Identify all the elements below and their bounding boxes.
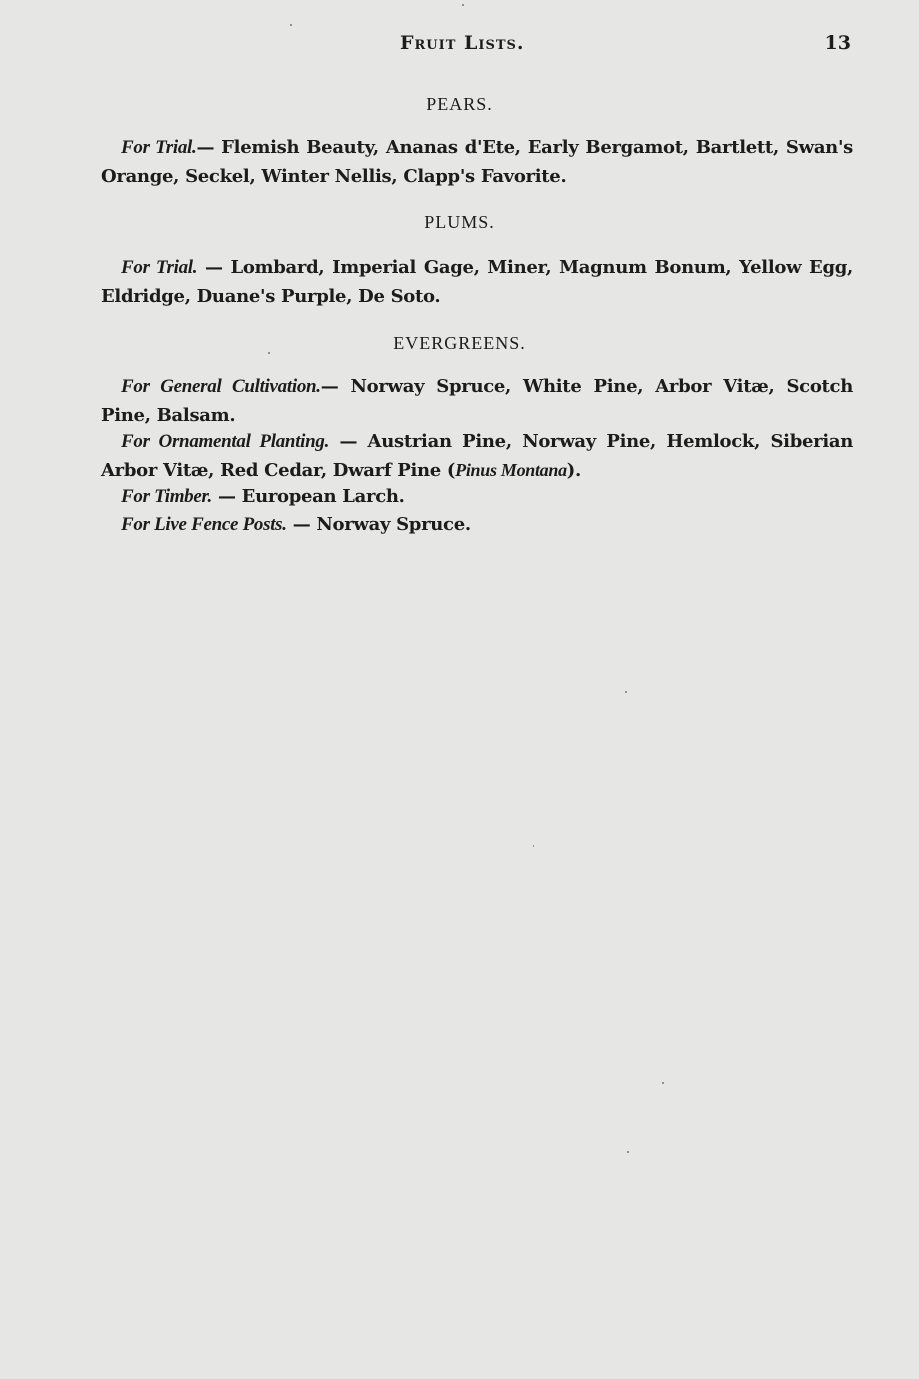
evergreens-general-text: — Norway Spruce, White Pine, Arbor Vitæ, Scotch Pine, Balsam. xyxy=(101,376,853,426)
plums-text: — Lombard, Imperial Gage, Miner, Magnum Bonum, Yellow Egg, Eldridge, Duane's Purple, De Soto. xyxy=(101,257,854,307)
evergreens-ornamental-close: ). xyxy=(566,460,581,481)
pears-text: — Flemish Beauty, Ananas d'Ete, Early Bergamot, Bartlett, Swan's Orange, Seckel, Winter Nellis, Clapp's Favorite. xyxy=(101,137,854,187)
paper-speck xyxy=(290,24,292,26)
paper-speck xyxy=(662,1082,664,1084)
paper-speck xyxy=(533,845,534,847)
evergreens-timber-text: — European Larch. xyxy=(212,486,405,507)
running-title: Fruit Lists. xyxy=(400,32,525,54)
evergreens-ornamental-lead: For Ornamental Planting. xyxy=(121,431,330,452)
paper-speck xyxy=(627,1151,629,1153)
page-number: 13 xyxy=(824,32,851,54)
plums-heading: PLUMS. xyxy=(424,212,495,232)
evergreens-ornamental-text: — Austrian Pine, Norway Pine, Hemlock, Siberian Arbor Vitæ, Red Cedar, Dwarf Pine ( xyxy=(101,431,854,481)
paper-speck xyxy=(268,352,270,354)
plums-lead: For Trial. xyxy=(121,257,198,278)
evergreens-general-lead: For General Cultivation. xyxy=(121,376,321,397)
evergreens-heading: EVERGREENS. xyxy=(393,333,526,353)
evergreens-timber-lead: For Timber. xyxy=(121,486,213,507)
paper-speck xyxy=(625,691,627,693)
evergreens-fence-paragraph xyxy=(101,510,853,539)
pears-paragraph xyxy=(101,133,853,191)
evergreens-ornamental-paragraph xyxy=(101,427,853,485)
paper-speck xyxy=(462,4,464,6)
evergreens-timber-paragraph xyxy=(101,482,853,511)
evergreens-general-paragraph xyxy=(101,372,853,430)
plums-paragraph xyxy=(101,253,853,311)
evergreens-fence-text: — Norway Spruce. xyxy=(286,514,471,535)
pears-heading: PEARS. xyxy=(426,94,493,114)
running-head xyxy=(0,32,919,62)
pears-lead: For Trial. xyxy=(121,137,197,158)
evergreens-ornamental-latin: Pinus Montana xyxy=(455,460,567,480)
evergreens-fence-lead: For Live Fence Posts. xyxy=(121,514,287,535)
